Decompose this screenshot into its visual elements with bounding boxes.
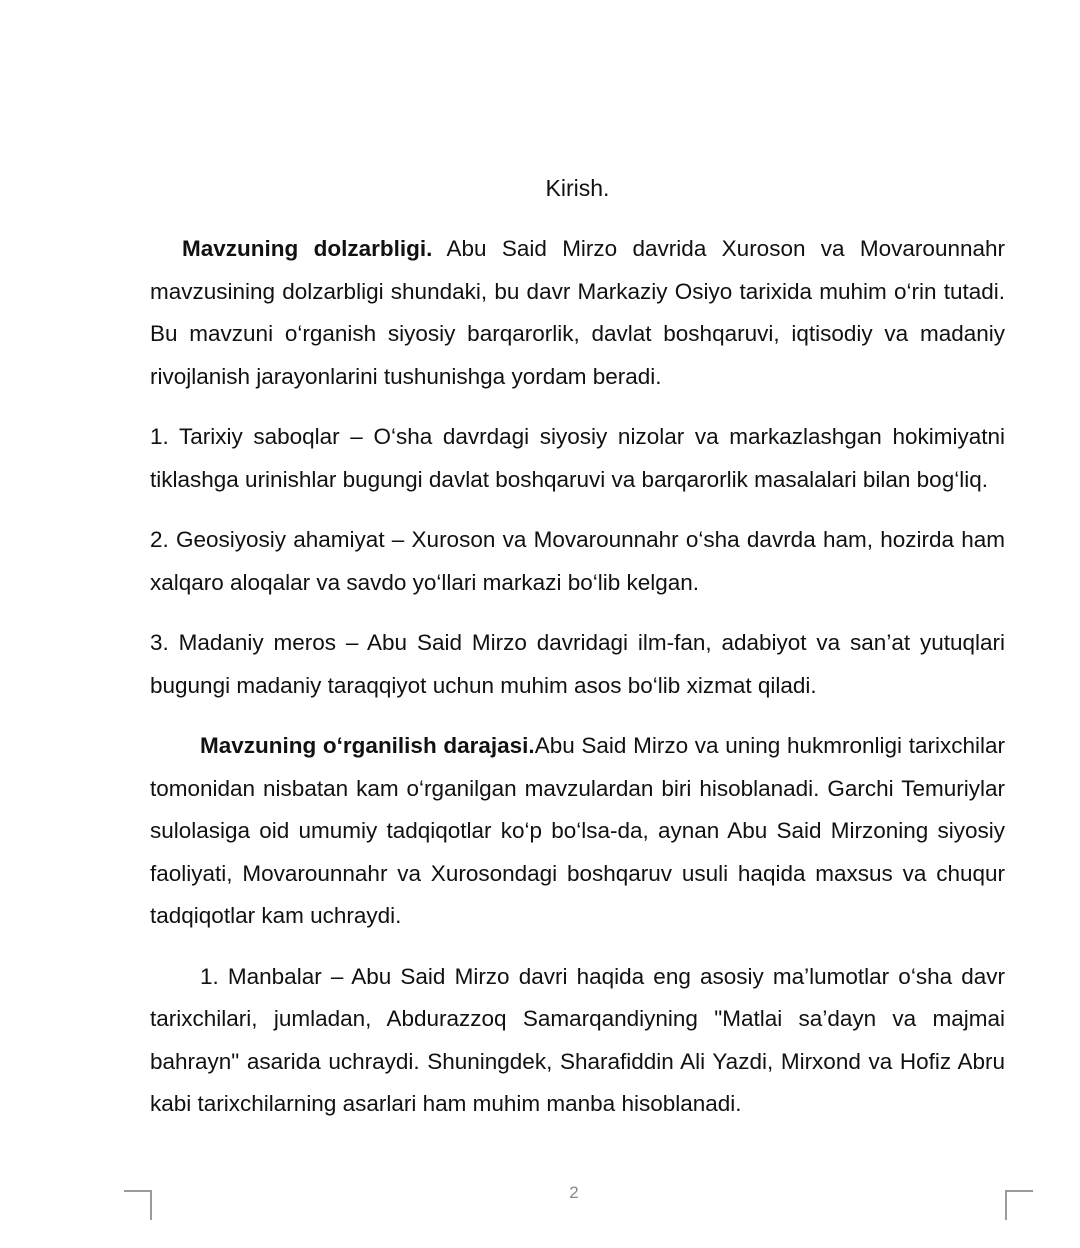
study-level-heading: Mavzuning o‘rganilish darajasi.	[200, 733, 535, 758]
study-level-text: Abu Said Mirzo va uning hukmronligi tarixchilar tomonidan nisbatan kam o‘rganilgan mavzulardan biri hisoblanadi. Garchi Temuriylar sulolasiga oid umumiy tadqiqotlar ko‘p bo‘lsa-da, aynan Abu Said Mirzoning siyosiy faoliyati, Movarounnahr va Xurosondagi boshqaruv usuli haqida maxsus va chuqur tadqiqotlar kam uchraydi.	[150, 733, 1005, 928]
document-body	[150, 228, 1005, 1126]
document-title: Kirish.	[545, 175, 610, 201]
list-item: 3. Madaniy meros – Abu Said Mirzo davridagi ilm-fan, adabiyot va san’at yutuqlari bugungi madaniy taraqqiyot uchun muhim asos bo‘lib xizmat qiladi.	[150, 630, 1005, 698]
list-item: 1. Manbalar – Abu Said Mirzo davri haqida eng asosiy ma’lumotlar o‘sha davr tarixchilari, jumladan, Abdurazzoq Samarqandiyning "Matlai sa’dayn va majmai bahrayn" asarida uchraydi. Shuningdek, Sharafiddin Ali Yazdi, Mirxond va Hofiz Abru kabi tarixchilarning asarlari ham muhim manba hisoblanadi.	[150, 963, 1005, 1116]
relevance-heading: Mavzuning dolzarbligi.	[182, 236, 433, 261]
relevance-paragraph	[150, 228, 1005, 398]
page-number: 2	[569, 1183, 579, 1202]
list-item: 1. Tarixiy saboqlar – O‘sha davrdagi siyosiy nizolar va markazlashgan hokimiyatni tiklashga urinishlar bugungi davlat boshqaruvi va barqarorlik masalalari bilan bog‘liq.	[150, 424, 1005, 492]
relevance-text: Abu Said Mirzo davrida Xuroson va Movarounnahr mavzusining dolzarbligi shundaki, bu davr Markaziy Osiyo tarixida muhim o‘rin tutadi. Bu mavzuni o‘rganish siyosiy barqarorlik, davlat boshqaruvi, iqtisodiy va madaniy rivojlanish jarayonlarini tushunishga yordam beradi.	[150, 236, 1006, 389]
list-item: 2. Geosiyosiy ahamiyat – Xuroson va Movarounnahr o‘sha davrda ham, hozirda ham xalqaro aloqalar va savdo yo‘llari markazi bo‘lib kelgan.	[150, 527, 1005, 595]
study-level-paragraph	[150, 725, 1005, 938]
page-corner-marker-right	[1005, 1190, 1033, 1220]
